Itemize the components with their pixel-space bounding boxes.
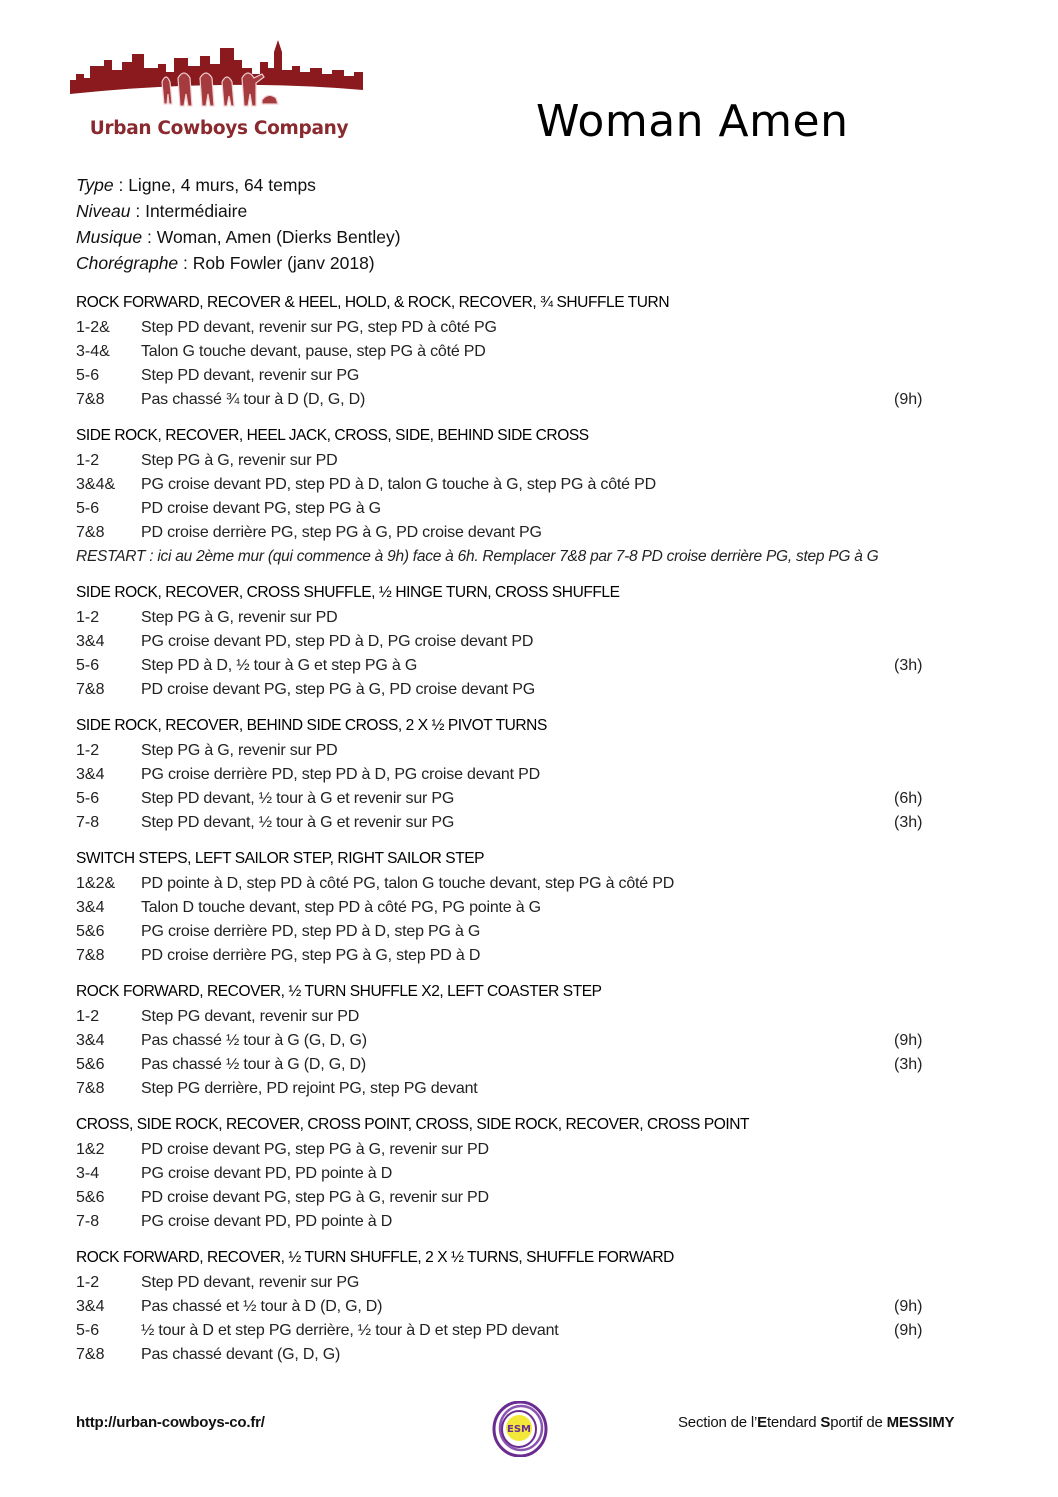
step-count: 1&2& <box>76 875 116 892</box>
section-title: ROCK FORWARD, RECOVER, ½ TURN SHUFFLE, 2 X ½ TURNS, SHUFFLE FORWARD <box>76 1249 674 1266</box>
step-count: 5-6 <box>76 500 100 517</box>
step-sections <box>76 292 996 1380</box>
step-count: 3&4 <box>76 766 105 783</box>
step-row <box>76 449 996 473</box>
step-count: 3&4 <box>76 1298 105 1315</box>
club-text-part: MESSIMY <box>886 1414 955 1431</box>
website-link[interactable]: http://urban-cowboys-co.fr/ <box>76 1414 265 1431</box>
step-row <box>76 1295 996 1319</box>
club-text-part: tendard <box>766 1414 821 1431</box>
step-count: 5-6 <box>76 657 100 674</box>
step-count: 3-4 <box>76 1165 100 1182</box>
club-text-part: portif de <box>830 1414 887 1431</box>
step-description: PG croise derrière PD, step PD à D, PG croise devant PD <box>141 766 540 783</box>
step-count: 1-2 <box>76 1274 100 1291</box>
step-count: 7-8 <box>76 1213 100 1230</box>
step-row <box>76 678 996 702</box>
step-row <box>76 1138 996 1162</box>
step-row <box>76 811 996 835</box>
step-description: Pas chassé ½ tour à G (G, D, G) <box>141 1032 367 1049</box>
step-row <box>76 896 996 920</box>
step-description: Step PD devant, revenir sur PG <box>141 367 360 384</box>
step-count: 1-2 <box>76 609 100 626</box>
esm-badge-icon <box>492 1401 548 1457</box>
step-count: 5&6 <box>76 1189 105 1206</box>
step-row <box>76 1319 996 1343</box>
step-description: Pas chassé devant (G, D, G) <box>141 1346 341 1363</box>
step-row <box>76 1005 996 1029</box>
step-count: 7&8 <box>76 524 105 541</box>
step-count: 1&2 <box>76 1141 105 1158</box>
step-wall: (9h) <box>894 1032 923 1049</box>
step-wall: (9h) <box>894 391 923 408</box>
step-description: PD croise devant PG, step PG à G, revenir sur PD <box>141 1189 489 1206</box>
step-row <box>76 340 996 364</box>
step-row <box>76 1186 996 1210</box>
step-row <box>76 521 996 545</box>
step-section <box>76 715 996 835</box>
step-description: Talon G touche devant, pause, step PG à côté PD <box>141 343 486 360</box>
step-count: 7&8 <box>76 681 105 698</box>
step-count: 3&4& <box>76 476 116 493</box>
section-title: SWITCH STEPS, LEFT SAILOR STEP, RIGHT SAILOR STEP <box>76 850 485 867</box>
club-text-part: E <box>757 1414 767 1431</box>
step-count: 7-8 <box>76 814 100 831</box>
step-section <box>76 292 996 412</box>
step-description: Step PG à G, revenir sur PD <box>141 742 338 759</box>
step-count: 7&8 <box>76 947 105 964</box>
step-description: ½ tour à D et step PG derrière, ½ tour à D et step PD devant <box>141 1322 559 1339</box>
step-wall: (9h) <box>894 1298 923 1315</box>
step-wall: (6h) <box>894 790 923 807</box>
step-row <box>76 364 996 388</box>
step-description: Step PD devant, ½ tour à G et revenir sur PG <box>141 814 455 831</box>
step-row <box>76 1271 996 1295</box>
step-count: 7&8 <box>76 391 105 408</box>
step-description: Pas chassé ½ tour à G (D, G, D) <box>141 1056 366 1073</box>
step-wall: (3h) <box>894 814 923 831</box>
step-description: Step PD devant, revenir sur PG, step PD à côté PG <box>141 319 497 336</box>
step-description: Step PD devant, ½ tour à G et revenir sur PG <box>141 790 455 807</box>
page-title: Woman Amen <box>536 96 849 147</box>
step-description: Pas chassé et ½ tour à D (D, G, D) <box>141 1298 383 1315</box>
club-text-part: Section de l’ <box>678 1414 758 1431</box>
step-count: 7&8 <box>76 1346 105 1363</box>
step-row <box>76 473 996 497</box>
step-count: 3-4& <box>76 343 110 360</box>
step-count: 5&6 <box>76 923 105 940</box>
step-description: PG croise devant PD, step PD à D, PG croise devant PD <box>141 633 534 650</box>
step-section <box>76 1114 996 1234</box>
step-row <box>76 1077 996 1101</box>
step-count: 1-2 <box>76 742 100 759</box>
club-text-part: S <box>820 1414 831 1431</box>
step-count: 5-6 <box>76 790 100 807</box>
step-row <box>76 920 996 944</box>
logo-text: Urban Cowboys Company <box>89 118 349 139</box>
step-description: Step PG derrière, PD rejoint PG, step PG devant <box>141 1080 478 1097</box>
section-title: SIDE ROCK, RECOVER, HEEL JACK, CROSS, SIDE, BEHIND SIDE CROSS <box>76 427 589 444</box>
step-count: 5&6 <box>76 1056 105 1073</box>
info-type: Type : Ligne, 4 murs, 64 temps <box>76 175 316 195</box>
esm-badge-text: ESM <box>507 1424 531 1435</box>
step-row <box>76 763 996 787</box>
step-description: PD croise devant PG, step PG à G, PD croise devant PG <box>141 681 536 698</box>
section-title: SIDE ROCK, RECOVER, BEHIND SIDE CROSS, 2 X ½ PIVOT TURNS <box>76 717 547 734</box>
step-description: PD croise devant PG, step PG à G, revenir sur PD <box>141 1141 489 1158</box>
step-count: 1-2 <box>76 452 100 469</box>
step-row <box>76 944 996 968</box>
restart-note: RESTART : ici au 2ème mur (qui commence à 9h) face à 6h. Remplacer 7&8 par 7-8 PD croise derrière PG, step PG à G <box>76 548 879 565</box>
info-music: Musique : Woman, Amen (Dierks Bentley) <box>76 227 401 247</box>
step-description: PG croise devant PD, step PD à D, talon G touche à G, step PG à côté PD <box>141 476 656 493</box>
step-count: 5-6 <box>76 1322 100 1339</box>
step-row <box>76 1053 996 1077</box>
section-title: SIDE ROCK, RECOVER, CROSS SHUFFLE, ½ HINGE TURN, CROSS SHUFFLE <box>76 584 620 601</box>
step-section <box>76 425 996 569</box>
step-description: PD pointe à D, step PD à côté PG, talon G touche devant, step PG à côté PD <box>141 875 675 892</box>
step-count: 3&4 <box>76 633 105 650</box>
step-description: PD croise derrière PG, step PG à G, PD croise devant PG <box>141 524 542 541</box>
step-row <box>76 630 996 654</box>
step-row <box>76 787 996 811</box>
step-section <box>76 848 996 968</box>
step-row <box>76 497 996 521</box>
step-count: 7&8 <box>76 1080 105 1097</box>
step-description: Step PG à G, revenir sur PD <box>141 609 338 626</box>
step-row <box>76 654 996 678</box>
step-row <box>76 606 996 630</box>
step-row <box>76 388 996 412</box>
step-section <box>76 981 996 1101</box>
step-wall: (9h) <box>894 1322 923 1339</box>
step-description: PG croise derrière PD, step PD à D, step PG à G <box>141 923 481 940</box>
step-count: 3&4 <box>76 899 105 916</box>
step-row <box>76 1162 996 1186</box>
step-description: PD croise derrière PG, step PG à G, step PD à D <box>141 947 481 964</box>
step-description: Pas chassé ¾ tour à D (D, G, D) <box>141 391 366 408</box>
step-description: Step PG à G, revenir sur PD <box>141 452 338 469</box>
step-row <box>76 1029 996 1053</box>
info-level: Niveau : Intermédiaire <box>76 201 248 221</box>
esm-logo <box>492 1401 548 1457</box>
info-choreographer: Chorégraphe : Rob Fowler (janv 2018) <box>76 253 375 273</box>
step-row <box>76 1210 996 1234</box>
step-wall: (3h) <box>894 1056 923 1073</box>
step-row <box>76 739 996 763</box>
section-title: ROCK FORWARD, RECOVER, ½ TURN SHUFFLE X2, LEFT COASTER STEP <box>76 983 602 1000</box>
step-description: PG croise devant PD, PD pointe à D <box>141 1213 393 1230</box>
step-description: Step PD à D, ½ tour à G et step PG à G <box>141 657 418 674</box>
dance-info <box>76 172 401 276</box>
step-row <box>76 316 996 340</box>
step-description: Step PG devant, revenir sur PD <box>141 1008 360 1025</box>
section-title: CROSS, SIDE ROCK, RECOVER, CROSS POINT, CROSS, SIDE ROCK, RECOVER, CROSS POINT <box>76 1116 750 1133</box>
step-section <box>76 1247 996 1367</box>
club-section-text <box>678 1414 954 1431</box>
skyline-icon <box>70 38 365 118</box>
step-row <box>76 872 996 896</box>
step-count: 1-2 <box>76 1008 100 1025</box>
step-description: Step PD devant, revenir sur PG <box>141 1274 360 1291</box>
step-count: 3&4 <box>76 1032 105 1049</box>
step-count: 5-6 <box>76 367 100 384</box>
step-description: Talon D touche devant, step PD à côté PG, PG pointe à G <box>141 899 541 916</box>
step-section <box>76 582 996 702</box>
section-title: ROCK FORWARD, RECOVER & HEEL, HOLD, & ROCK, RECOVER, ¾ SHUFFLE TURN <box>76 294 670 311</box>
step-description: PG croise devant PD, PD pointe à D <box>141 1165 393 1182</box>
step-wall: (3h) <box>894 657 923 674</box>
step-row <box>76 1343 996 1367</box>
step-count: 1-2& <box>76 319 110 336</box>
urban-cowboys-logo <box>70 38 365 148</box>
step-description: PD croise devant PG, step PG à G <box>141 500 381 517</box>
